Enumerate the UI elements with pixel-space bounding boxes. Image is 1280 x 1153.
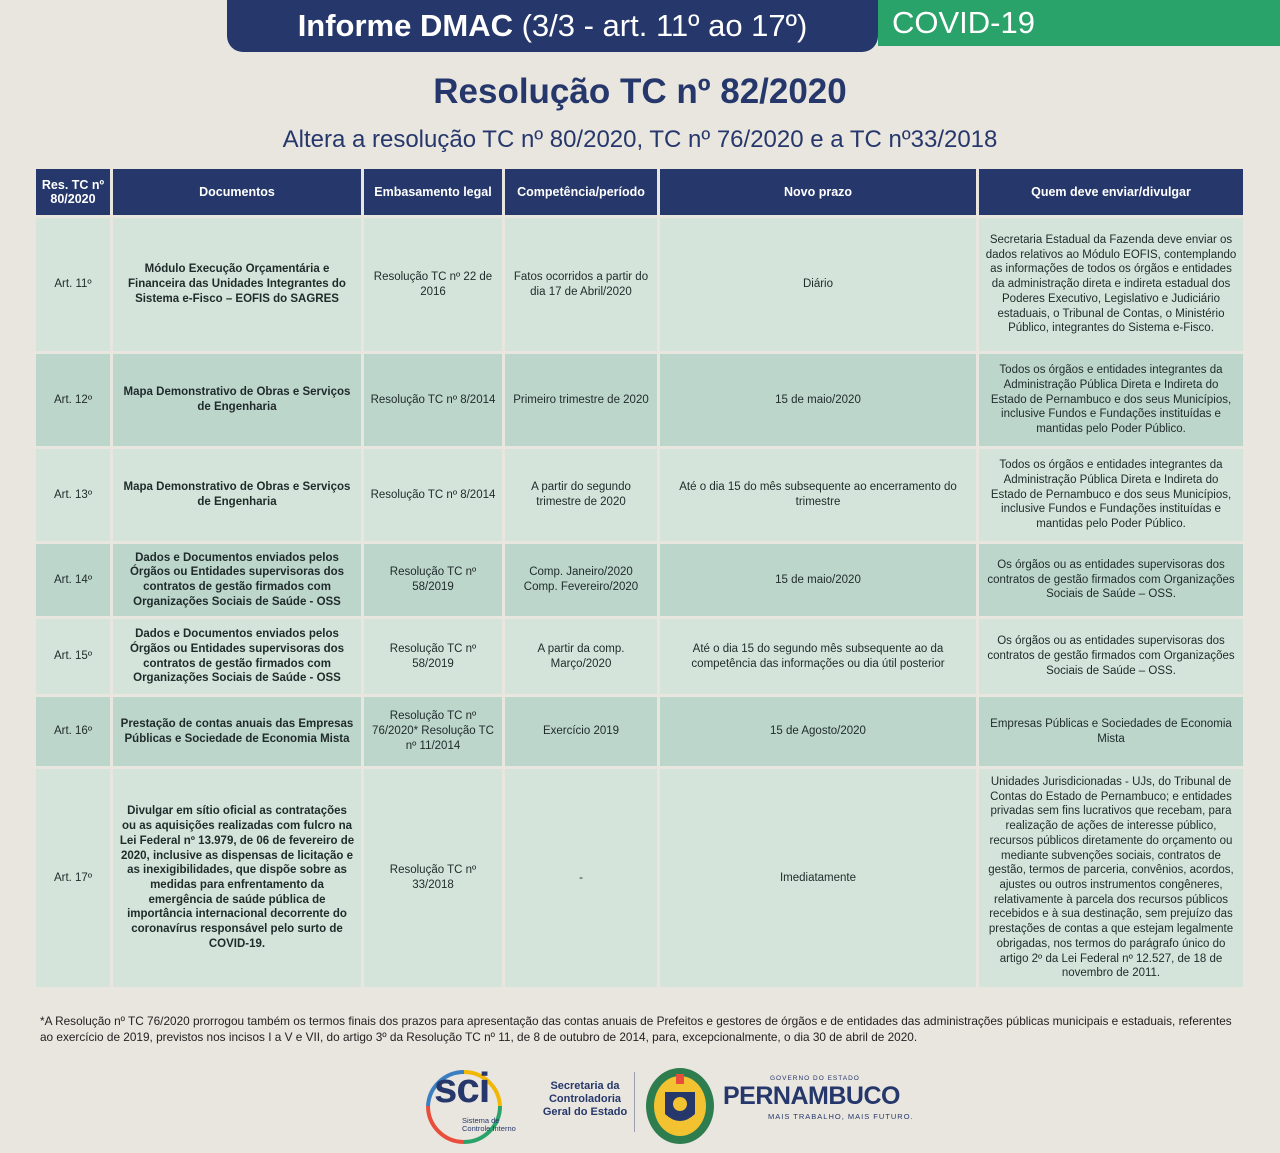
header-competencia: Competência/período bbox=[505, 169, 657, 215]
page-subtitle: Altera a resolução TC nº 80/2020, TC nº 76/2020 e a TC nº33/2018 bbox=[282, 126, 998, 153]
table-header-row bbox=[36, 169, 1243, 215]
table-row bbox=[36, 218, 1243, 351]
header-documentos: Documentos bbox=[113, 169, 361, 215]
footer-logos bbox=[0, 1060, 1280, 1153]
cell-art: Art. 15º bbox=[36, 619, 110, 694]
cell-who: Unidades Jurisdicionadas - UJs, do Tribunal de Contas do Estado de Pernambuco; e entidades privadas sem fins lucrativos que recebam, para realização de ações de interesse público, recursos públicos diretamente do orçamento ou mediante subvenções sociais, contratos de gestão, termos de parceria, convênios, acordos, ajustes ou outros instrumentos congêneres, relativamente à parcela dos recursos públicos recebidos e à sua destinação, sem prejuízo das prestações de contas a que estejam legalmente obrigadas, nos termos do parágrafo único do artigo 2º da Lei Federal nº 12.527, de 18 de novembro de 2011. bbox=[979, 769, 1243, 987]
pe-logo-name: PERNAMBUCO bbox=[723, 1082, 900, 1110]
table-row bbox=[36, 769, 1243, 987]
cell-deadline: Até o dia 15 do segundo mês subsequente ao da competência das informações ou dia útil posterior bbox=[660, 619, 976, 694]
cell-doc: Divulgar em sítio oficial as contratações ou as aquisições realizadas com fulcro na Lei Federal nº 13.979, de 06 de fevereiro de 2020, inclusive as dispensas de licitação e as inexigibilidades, que dispõe sobre as medidas para enfrentamento da emergência de saúde pública de importância internacional decorrente do coronavírus responsável pelo surto de COVID-19. bbox=[113, 769, 361, 987]
header-novo-prazo: Novo prazo bbox=[660, 169, 976, 215]
cell-doc: Prestação de contas anuais das Empresas Públicas e Sociedade de Economia Mista bbox=[113, 697, 361, 766]
covid-tag: COVID-19 bbox=[878, 0, 1280, 46]
cell-who: Empresas Públicas e Sociedades de Economia Mista bbox=[979, 697, 1243, 766]
scge-logo-text: Secretaria da Controladoria Geral do Estado bbox=[542, 1080, 628, 1119]
cell-who: Os órgãos ou as entidades supervisoras dos contratos de gestão firmados com Organizações Sociais de Saúde – OSS. bbox=[979, 544, 1243, 616]
cell-legal: Resolução TC nº 8/2014 bbox=[364, 449, 502, 541]
cell-period: A partir da comp. Março/2020 bbox=[505, 619, 657, 694]
cell-deadline: 15 de maio/2020 bbox=[660, 544, 976, 616]
cell-art: Art. 14º bbox=[36, 544, 110, 616]
cell-deadline: 15 de Agosto/2020 bbox=[660, 697, 976, 766]
sci-logo-text: sci bbox=[434, 1064, 490, 1111]
cell-period: - bbox=[505, 769, 657, 987]
cell-deadline: Diário bbox=[660, 218, 976, 351]
informe-tag bbox=[227, 0, 878, 52]
cell-period: Comp. Janeiro/2020 Comp. Fevereiro/2020 bbox=[505, 544, 657, 616]
pernambuco-seal-icon bbox=[643, 1064, 717, 1146]
cell-legal: Resolução TC nº 58/2019 bbox=[364, 619, 502, 694]
table-row bbox=[36, 619, 1243, 694]
cell-who: Todos os órgãos e entidades integrantes da Administração Pública Direta e Indireta do Estado de Pernambuco e dos seus Municípios, inclusive Fundos e Fundações instituídas e mantidas pelo Poder Público. bbox=[979, 354, 1243, 446]
pe-gov-label: GOVERNO DO ESTADO bbox=[770, 1075, 860, 1082]
informe-title: Informe DMAC bbox=[297, 8, 513, 43]
cell-who: Os órgãos ou as entidades supervisoras dos contratos de gestão firmados com Organizações Sociais de Saúde – OSS. bbox=[979, 619, 1243, 694]
cell-period: Primeiro trimestre de 2020 bbox=[505, 354, 657, 446]
header-quem: Quem deve enviar/divulgar bbox=[979, 169, 1243, 215]
cell-doc: Dados e Documentos enviados pelos Órgãos ou Entidades supervisoras dos contratos de gestão firmados com Organizações Sociais de Saúde - OSS bbox=[113, 619, 361, 694]
cell-legal: Resolução TC nº 58/2019 bbox=[364, 544, 502, 616]
header-res: Res. TC nº 80/2020 bbox=[36, 169, 110, 215]
table-row bbox=[36, 544, 1243, 616]
resolution-table bbox=[33, 166, 1246, 990]
table-row bbox=[36, 697, 1243, 766]
cell-art: Art. 17º bbox=[36, 769, 110, 987]
footnote: *A Resolução nº TC 76/2020 prorrogou também os termos finais dos prazos para apresentação das contas anuais de Prefeitos e gestores de órgãos e de entidades das administrações públicas municipais e estaduais, referentes ao exercício de 2019, previstos nos incisos I a V e VII, do artigo 3º da Resolução TC nº 11, de 8 de outubro de 2014, para, excepcionalmente, o dia 30 de abril de 2020. bbox=[40, 1014, 1232, 1044]
cell-doc: Dados e Documentos enviados pelos Órgãos ou Entidades supervisoras dos contratos de gestão firmados com Organizações Sociais de Saúde - OSS bbox=[113, 544, 361, 616]
cell-period: A partir do segundo trimestre de 2020 bbox=[505, 449, 657, 541]
cell-legal: Resolução TC nº 76/2020* Resolução TC nº 11/2014 bbox=[364, 697, 502, 766]
table-row bbox=[36, 449, 1243, 541]
cell-who: Todos os órgãos e entidades integrantes da Administração Pública Direta e Indireta do Estado de Pernambuco e dos seus Municípios, inclusive Fundos e Fundações instituídas e mantidas pelo Poder Público. bbox=[979, 449, 1243, 541]
cell-who: Secretaria Estadual da Fazenda deve enviar os dados relativos ao Módulo EOFIS, contemplando as informações de todos os órgãos e entidades da administração direta e indireta estadual dos Poderes Executivo, Legislativo e Judiciário estaduais, o Tribunal de Contas, o Ministério Público, integrantes do Sistema e-Fisco. bbox=[979, 218, 1243, 351]
cell-art: Art. 12º bbox=[36, 354, 110, 446]
cell-doc: Mapa Demonstrativo de Obras e Serviços de Engenharia bbox=[113, 354, 361, 446]
header-bar bbox=[0, 0, 1280, 52]
cell-doc: Módulo Execução Orçamentária e Financeira das Unidades Integrantes do Sistema e-Fisco – EOFIS do SAGRES bbox=[113, 218, 361, 351]
sci-logo-subtitle: Sistema de Controle Interno bbox=[462, 1116, 516, 1134]
cell-deadline: 15 de maio/2020 bbox=[660, 354, 976, 446]
cell-art: Art. 16º bbox=[36, 697, 110, 766]
logo-divider bbox=[634, 1072, 635, 1132]
cell-art: Art. 11º bbox=[36, 218, 110, 351]
cell-art: Art. 13º bbox=[36, 449, 110, 541]
informe-range: (3/3 - art. 11º ao 17º) bbox=[521, 8, 808, 43]
page-title: Resolução TC nº 82/2020 bbox=[433, 72, 847, 111]
pe-slogan: MAIS TRABALHO, MAIS FUTURO. bbox=[768, 1112, 914, 1121]
cell-legal: Resolução TC nº 8/2014 bbox=[364, 354, 502, 446]
cell-doc: Mapa Demonstrativo de Obras e Serviços de Engenharia bbox=[113, 449, 361, 541]
cell-deadline: Até o dia 15 do mês subsequente ao encerramento do trimestre bbox=[660, 449, 976, 541]
cell-period: Fatos ocorridos a partir do dia 17 de Abril/2020 bbox=[505, 218, 657, 351]
cell-legal: Resolução TC nº 22 de 2016 bbox=[364, 218, 502, 351]
header-embasamento: Embasamento legal bbox=[364, 169, 502, 215]
table-row bbox=[36, 354, 1243, 446]
cell-period: Exercício 2019 bbox=[505, 697, 657, 766]
cell-legal: Resolução TC nº 33/2018 bbox=[364, 769, 502, 987]
cell-deadline: Imediatamente bbox=[660, 769, 976, 987]
